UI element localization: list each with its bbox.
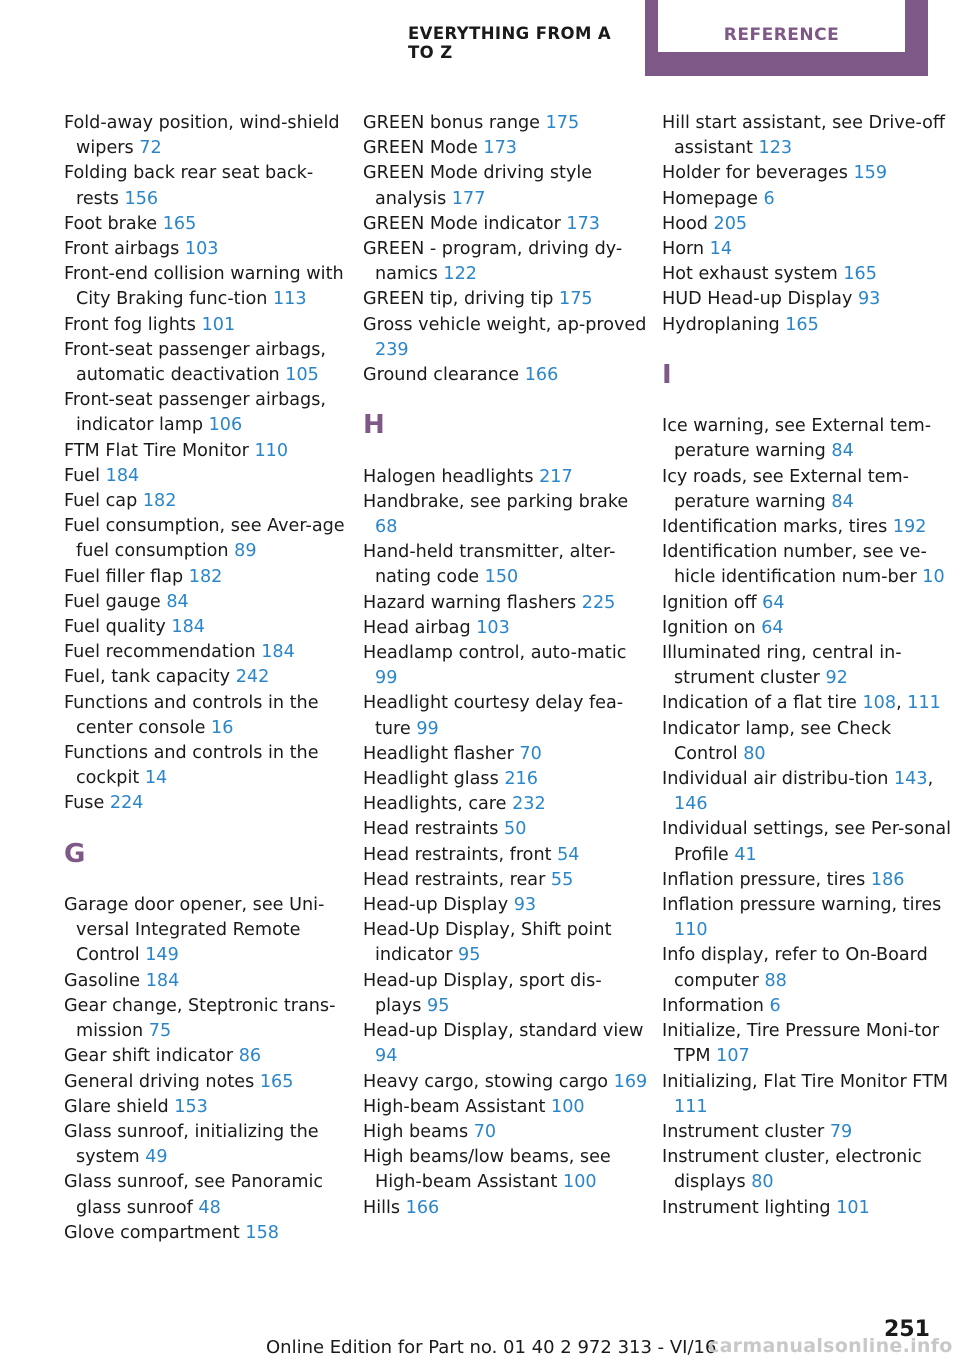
index-entry [662,187,952,212]
page-reference-link[interactable]: 159 [853,163,888,184]
index-entry [662,161,952,186]
index-entry [64,439,349,464]
page-reference-link[interactable]: 149 [145,945,179,966]
index-entry-term: Initialize, Tire Pressure Moni-tor TPM [662,1021,940,1067]
index-entry [64,1120,349,1170]
index-column-1 [64,111,349,1246]
index-entry-term: Headlights, care [363,794,513,815]
index-entry-term: Foot brake [64,213,163,234]
index-entry [662,893,952,943]
index-entry-term: Individual settings, see Per-sonal Profile [662,819,952,865]
watermark: carmanualsonline.info [708,1335,953,1357]
index-entry-term: FTM Flat Tire Monitor [64,440,255,461]
index-entry [662,515,952,540]
index-entry-term: Head-up Display [363,895,514,916]
index-entry-term: Glare shield [64,1096,175,1117]
index-entry-term: Hydroplaning [662,314,786,335]
page-reference-link[interactable]: 84 [831,491,854,512]
index-entry [64,313,349,338]
index-entry-term: High beams [363,1121,474,1142]
page-reference-link[interactable]: 165 [843,264,877,285]
index-entry [363,237,648,287]
page-reference-link[interactable]: 111 [907,693,941,714]
page-reference-link[interactable]: 186 [870,869,905,890]
index-entry-term: Gross vehicle weight, ap-proved [363,314,647,335]
index-entry [64,893,349,969]
page-reference-link[interactable]: 103 [184,239,219,260]
index-entry [363,363,648,388]
index-entry [64,969,349,994]
index-entry-term: Individual air distribu-tion [662,769,894,790]
index-entry [363,287,648,312]
index-entry [662,1019,952,1069]
page-reference-link[interactable]: 184 [145,970,180,991]
index-entry: Indication of a flat tire 108, 111 [662,693,941,714]
page-reference-link[interactable]: 100 [563,1172,597,1193]
index-entry [363,161,648,211]
index-entry [662,1070,952,1120]
page-reference-link[interactable]: 153 [174,1096,208,1117]
page-reference-link[interactable]: 88 [764,970,787,991]
page-number: 251 [884,1317,930,1342]
page-reference-link[interactable]: 122 [443,264,477,285]
index-entry-term: Head-up Display, standard view [363,1021,644,1042]
index-entry-term: Fuel gauge [64,591,167,612]
section-title: EVERYTHING FROM A TO Z [408,24,612,62]
index-entry [662,641,952,691]
index-entry-term: GREEN Mode driving style analysis [363,163,593,209]
index-entry [64,262,349,312]
index-entry-term: Horn [662,239,710,260]
page-reference-link[interactable]: 92 [825,668,848,689]
index-entry [363,465,648,490]
page-reference-link[interactable]: 166 [524,365,559,386]
index-entry [363,969,648,1019]
index-entry [64,1221,349,1246]
page-reference-link[interactable]: 101 [201,314,236,335]
index-entry [363,792,648,817]
page-reference-link[interactable]: 6 [763,188,775,209]
page-reference-link[interactable]: 177 [451,188,486,209]
index-entry-term: Headlight courtesy delay fea-ture [363,693,624,739]
index-entry-term: Folding back rear seat back-rests [64,163,314,209]
page-reference-link[interactable]: 70 [473,1121,497,1142]
index-entry [363,540,648,590]
page-reference-link[interactable]: 169 [613,1071,648,1092]
index-entry [64,590,349,615]
index-entry-term: Illuminated ring, central in-strument cluster [662,643,902,689]
index-entry [363,893,648,918]
index-entry-term: Head restraints, front [363,844,558,865]
index-entry-term: Information [662,995,770,1016]
page-reference-link[interactable]: 113 [272,289,307,310]
index-entry [64,994,349,1044]
index-entry [64,464,349,489]
index-entry [662,868,952,893]
index-entry-term: Inflation pressure, tires [662,869,871,890]
index-entry-term: Headlight flasher [363,743,520,764]
page-reference-link[interactable]: 6 [769,995,781,1016]
index-entry-term: Holder for beverages [662,163,854,184]
page-reference-link[interactable]: 49 [145,1147,168,1168]
page-reference-link[interactable]: 79 [829,1121,853,1142]
page-reference-link[interactable]: 111 [674,1096,708,1117]
page-reference-link[interactable]: 205 [713,213,748,234]
page-reference-link[interactable]: 95 [427,995,450,1016]
page-reference-link[interactable]: 64 [762,592,785,613]
reference-tab [645,0,928,76]
page-reference-link[interactable]: 158 [245,1222,279,1243]
index-entry [64,615,349,640]
index-letter-heading: I [662,359,672,390]
page-reference-link[interactable]: 84 [831,441,854,462]
page-reference-link[interactable]: 48 [198,1197,221,1218]
index-entry [64,691,349,741]
index-entry-term: Fuel recommendation [64,642,262,663]
page-reference-link[interactable]: 99 [375,668,398,689]
page-reference-link[interactable]: 106 [208,415,243,436]
index-entry-term: Fold-away position, wind-shield wipers [64,113,340,159]
index-entry-term: Glass sunroof, see Panoramic glass sunroof [64,1172,324,1218]
index-entry [64,388,349,438]
index-entry-term: Glove compartment [64,1222,246,1243]
index-entry-term: Head-up Display, sport dis-plays [363,970,602,1016]
index-entry [64,791,349,816]
index-entry [363,1196,648,1221]
index-entry [64,514,349,564]
index-entry [64,1095,349,1120]
index-entry [363,1120,648,1145]
index-column-3 [662,111,952,1221]
page-reference-link[interactable]: 184 [105,465,140,486]
index-entry-term: GREEN Mode [363,138,484,159]
index-entry-term: General driving notes [64,1071,260,1092]
index-entry-term: Hot exhaust system [662,264,844,285]
index-entry [64,1170,349,1220]
page-reference-link[interactable]: 184 [261,642,295,663]
page-reference-link[interactable]: 99 [416,718,439,739]
index-entry [64,741,349,791]
page-reference-link[interactable]: 41 [734,844,757,865]
index-entry-term: Handbrake, see parking brake [363,491,629,512]
index-entry-term: Headlamp control, auto-matic [363,643,627,664]
index-entry [64,111,349,161]
index-entry [363,591,648,616]
index-column-2 [363,111,648,1221]
index-entry [662,262,952,287]
index-entry-term: Head restraints [363,819,505,840]
index-entry-term: Hood [662,213,714,234]
page-reference-link[interactable]: 239 [375,339,409,360]
page-reference-link[interactable]: 166 [405,1197,440,1218]
index-entry [363,742,648,767]
index-entry [662,994,952,1019]
index-entry [662,1120,952,1145]
index-entry-term: Fuel filler flap [64,566,189,587]
index-entry [662,1145,952,1195]
index-entry [662,313,952,338]
page-reference-link[interactable]: 110 [254,440,289,461]
index-entry-term: Fuel consumption, see Aver-age fuel consumption [64,516,345,562]
page-reference-link[interactable]: 84 [166,591,189,612]
index-entry [363,1145,648,1195]
index-entry-term: Fuel quality [64,617,172,638]
index-entry [363,212,648,237]
page-reference-link[interactable]: 54 [557,844,580,865]
index-entry [64,161,349,211]
page-reference-link[interactable]: 224 [109,793,144,814]
index-entry [363,136,648,161]
page-reference-link[interactable]: 143 [893,769,928,790]
index-entry [662,591,952,616]
index-entry [363,843,648,868]
index-entry [64,212,349,237]
page-reference-link[interactable]: 94 [375,1046,398,1067]
page-reference-link[interactable]: 110 [674,920,708,941]
page-reference-link[interactable]: 100 [551,1096,585,1117]
index-entry-term: Front-end collision warning with City Braking func-tion [64,264,344,310]
index-entry [363,817,648,842]
page-reference-link[interactable]: 89 [234,541,257,562]
index-entry-term: Front airbags [64,239,185,260]
page-reference-link[interactable]: 173 [483,138,517,159]
index-entry-term: Hand-held transmitter, alter-nating code [363,542,616,588]
index-entry-term: Ignition on [662,617,762,638]
index-entry [662,540,952,590]
index-entry [64,1044,349,1069]
index-entry-term: Fuse [64,793,110,814]
index-entry [64,640,349,665]
index-entry-term: GREEN bonus range [363,113,546,133]
page-reference-link[interactable]: 50 [504,819,527,840]
index-entry-term: Fuel, tank capacity [64,667,236,688]
index-entry [363,313,648,363]
page-reference-link[interactable]: 146 [674,794,708,815]
page-reference-link[interactable]: 232 [512,794,546,815]
page-reference-link[interactable]: 165 [259,1071,294,1092]
index-entry-term: Halogen headlights [363,466,540,487]
page-reference-link[interactable]: 80 [743,743,766,764]
index-entry-term: HUD Head-up Display [662,289,858,310]
index-entry-term: Instrument cluster [662,1121,830,1142]
index-entry-term: Icy roads, see External tem-perature warning [662,466,909,512]
index-entry-term: Ignition off [662,592,763,613]
index-entry [64,237,349,262]
page-reference-link[interactable]: 150 [484,567,519,588]
index-entry [363,767,648,792]
index-entry-term: Ground clearance [363,365,525,386]
index-entry-term: Front fog lights [64,314,202,335]
index-entry-term: Instrument lighting [662,1197,837,1218]
page-reference-link[interactable]: 165 [785,314,819,335]
index-entry-term: Homepage [662,188,764,209]
index-entry-term: Head restraints, rear [363,869,551,890]
reference-tab-label: REFERENCE [658,0,905,52]
index-entry-term: Fuel [64,465,106,486]
page-reference-link[interactable]: 225 [581,592,616,613]
index-entry-term: Instrument cluster, electronic displays [662,1147,922,1193]
page-reference-link[interactable]: 14 [709,239,733,260]
page-reference-link[interactable]: 75 [148,1021,172,1042]
index-entry [363,918,648,968]
index-entry-term: GREEN Mode indicator [363,213,567,234]
page-reference-link[interactable]: 80 [751,1172,774,1193]
index-entry [662,943,952,993]
index-entry-term: Hazard warning flashers [363,592,582,613]
index-entry-term: Head-Up Display, Shift point indicator [363,920,612,966]
page-reference-link[interactable]: 108 [862,693,897,714]
index-entry [363,111,648,136]
page-reference-link[interactable]: 192 [892,517,927,538]
page-reference-link[interactable]: 101 [836,1197,870,1218]
page-reference-link[interactable]: 103 [476,617,510,638]
index-entry [64,1070,349,1095]
index-entry-term: Glass sunroof, initializing the system [64,1121,319,1168]
page-reference-link[interactable]: 86 [238,1046,262,1067]
page-reference-link[interactable]: 10 [922,567,945,588]
index-entry-term: Ice warning, see External tem-perature warning [662,416,932,462]
index-entry [363,490,648,540]
index-entry [64,338,349,388]
index-entry: Individual air distribu-tion 143, 146 [662,769,934,815]
index-entry-term: Gasoline [64,970,146,991]
index-entry [662,717,952,767]
page-reference-link[interactable]: 184 [171,617,205,638]
page-reference-link[interactable]: 156 [124,188,159,209]
index-entry-term: Indicator lamp, see Check Control [662,718,892,764]
index-entry-term: Identification marks, tires [662,517,893,538]
index-entry [363,1070,648,1095]
page-reference-link[interactable]: 70 [519,743,542,764]
index-entry [64,665,349,690]
index-entry [363,616,648,641]
index-entry-term: Headlight glass [363,769,505,790]
index-entry [64,565,349,590]
page-reference-link[interactable]: 55 [550,869,574,890]
index-entry-term: Inflation pressure warning, tires [662,895,942,916]
index-entry [64,489,349,514]
index-entry-term: Hills [363,1197,406,1218]
index-entry-term: Functions and controls in the center console [64,692,319,738]
index-entry-term: Fuel cap [64,491,143,512]
page-reference-link[interactable]: 107 [716,1046,750,1067]
page-reference-link[interactable]: 182 [142,491,177,512]
index-entry [363,868,648,893]
index-entry-term: Indication of a flat tire [662,693,863,714]
index-entry [662,616,952,641]
page-reference-link[interactable]: 95 [458,945,481,966]
index-entry-term: Garage door opener, see Uni-versal Integrated Remote Control [64,895,325,966]
index-entry-term: Info display, refer to On-Board computer [662,945,928,991]
page-reference-link[interactable]: 175 [559,289,593,310]
index-entry-term: Hill start assistant, see Drive-off assistant [662,113,946,159]
page-reference-link[interactable]: 242 [235,667,270,688]
index-entry-term: Heavy cargo, stowing cargo [363,1071,614,1092]
index-entry-term: Identification number, see ve-hicle identification num-ber [662,542,927,588]
index-entry-term: GREEN - program, driving dy-namics [363,239,623,285]
index-entry-term: Front-seat passenger airbags, automatic deactivation [64,339,326,386]
page-reference-link[interactable]: 93 [857,289,881,310]
page-reference-link[interactable]: 123 [758,138,793,159]
index-entry [662,237,952,262]
index-entry-term: High-beam Assistant [363,1096,552,1117]
page-reference-link[interactable]: 173 [566,213,601,234]
index-entry [662,1196,952,1221]
index-entry [662,465,952,515]
page-reference-link[interactable]: 216 [504,769,538,790]
index-entry [363,1019,648,1069]
index-entry [662,817,952,867]
page-reference-link[interactable]: 93 [513,895,537,916]
page-reference-link[interactable]: 165 [162,213,197,234]
index-entry-term: Functions and controls in the cockpit [64,743,319,789]
index-entry-term: High beams/low beams, see High-beam Assistant [363,1147,611,1193]
index-entry-term: Head airbag [363,617,477,638]
index-letter-heading: G [64,838,86,869]
index-entry [363,1095,648,1120]
page-reference-link[interactable]: 14 [144,768,168,789]
index-entry [363,641,648,691]
index-entry-term: Initializing, Flat Tire Monitor FTM [662,1071,949,1092]
page-reference-link[interactable]: 175 [545,113,580,133]
page-reference-link[interactable]: 16 [211,717,234,738]
page-reference-link[interactable]: 217 [539,466,573,487]
index-entry [363,691,648,741]
edition-footer: Online Edition for Part no. 01 40 2 972 313 - VI/16 [266,1337,717,1358]
index-entry-term: Gear shift indicator [64,1046,239,1067]
index-entry [662,111,952,161]
index-entry [662,212,952,237]
page-reference-link[interactable]: 105 [285,365,319,386]
index-letter-heading: H [363,410,385,441]
page-reference-link[interactable]: 182 [188,566,223,587]
page-reference-link[interactable]: 72 [139,138,162,159]
index-entry-term: Front-seat passenger airbags, indicator lamp [64,390,326,436]
index-entry-term: Gear change, Steptronic trans-mission [64,995,336,1042]
page-reference-link[interactable]: 68 [375,517,398,538]
page-reference-link[interactable]: 64 [761,617,784,638]
index-entry-term: GREEN tip, driving tip [363,289,560,310]
index-entry [662,414,952,464]
index-entry [662,287,952,312]
